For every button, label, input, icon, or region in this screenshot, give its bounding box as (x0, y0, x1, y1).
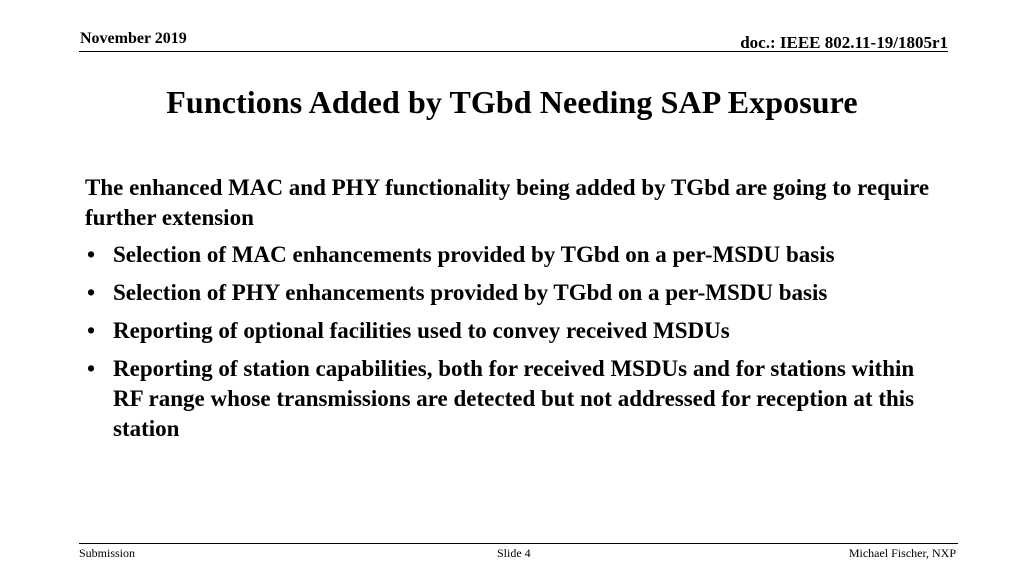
slide-number: Slide 4 (497, 546, 531, 560)
bullet-marker: • (87, 318, 96, 343)
bullet-list (85, 240, 945, 444)
intro-paragraph: The enhanced MAC and PHY functionality being added by TGbd are going to require further extension (85, 175, 930, 230)
footer-author: Michael Fischer, NXP (848, 546, 956, 560)
header-date: November 2019 (80, 30, 187, 47)
header-divider (79, 51, 948, 52)
bullet-text: Selection of PHY enhancements provided by TGbd on a per-MSDU basis (113, 280, 828, 305)
bullet-item (85, 354, 945, 444)
slide-body (85, 173, 945, 452)
bullet-marker: • (87, 356, 96, 381)
bullet-marker: • (87, 280, 96, 305)
bullet-text: Selection of MAC enhancements provided by TGbd on a per-MSDU basis (113, 242, 835, 267)
footer-divider (79, 543, 958, 544)
bullet-text: Reporting of optional facilities used to convey received MSDUs (113, 318, 730, 343)
bullet-item (85, 240, 945, 270)
slide-title: Functions Added by TGbd Needing SAP Exposure (166, 84, 858, 120)
bullet-item (85, 278, 945, 308)
bullet-text: Reporting of station capabilities, both for received MSDUs and for stations within RF range whose transmissions are detected but not addressed for reception at this station (113, 356, 915, 441)
bullet-marker: • (87, 242, 96, 267)
document-id: doc.: IEEE 802.11-19/1805r1 (740, 33, 948, 52)
footer-submission: Submission (79, 546, 136, 560)
bullet-item (85, 316, 945, 346)
